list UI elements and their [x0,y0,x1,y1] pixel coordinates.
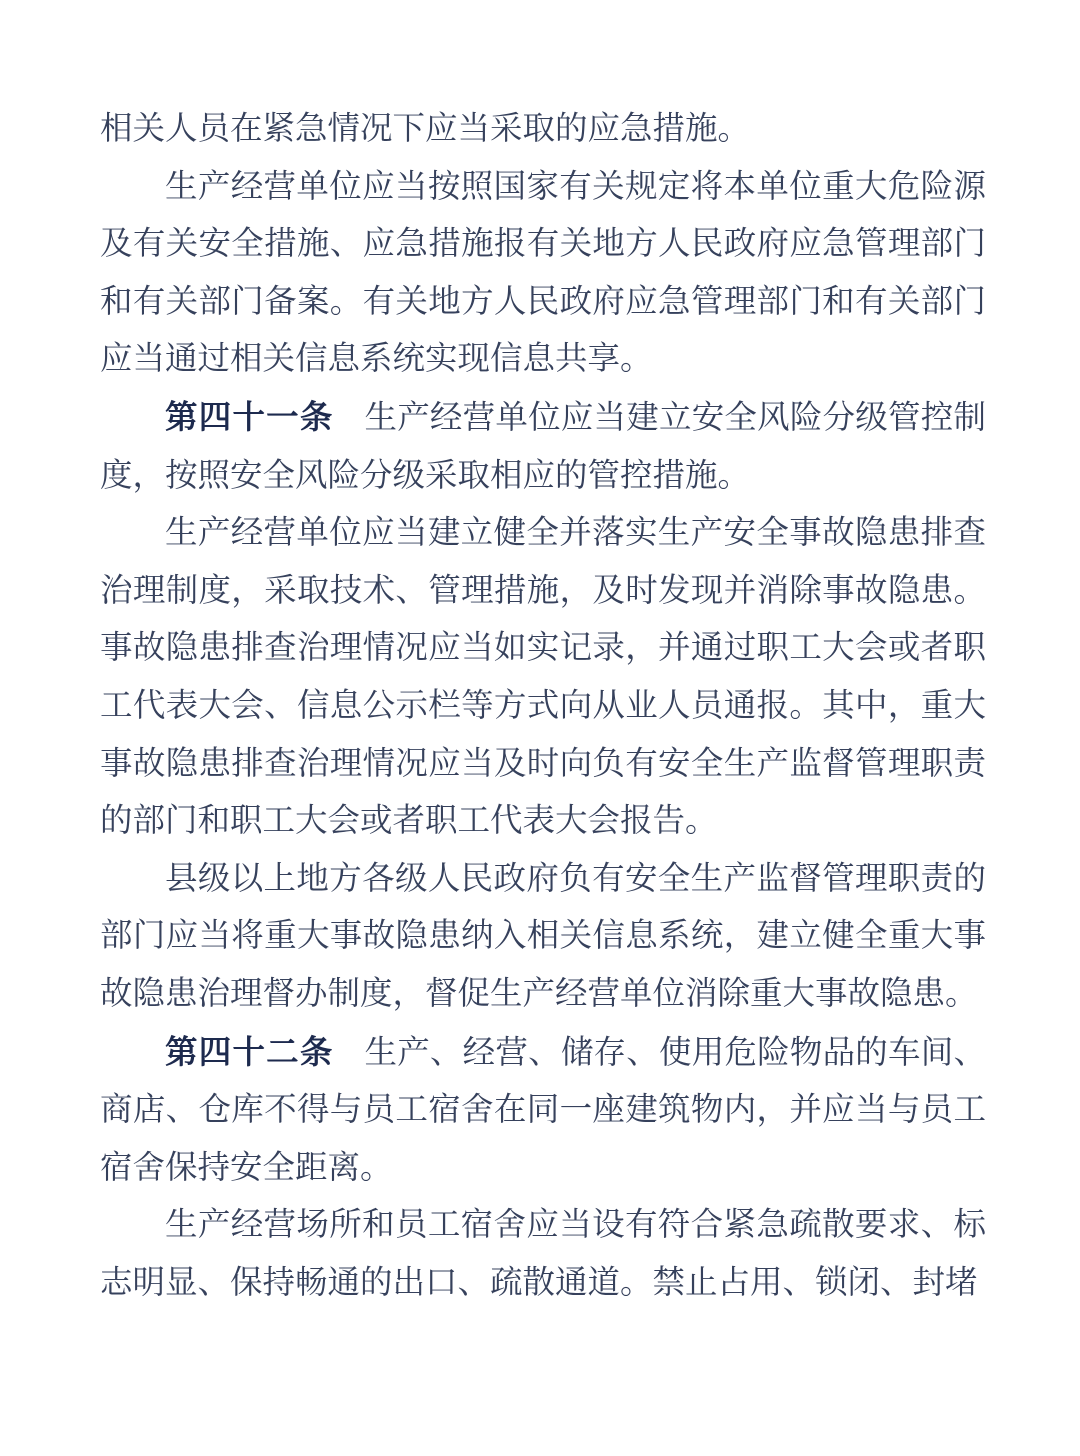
paragraph [100,389,986,505]
paragraph [100,1024,986,1198]
paragraph [100,505,986,851]
law-text-body [100,101,986,1312]
paragraph [100,159,986,389]
article-number-heading: 第四十一条 [165,398,334,435]
paragraph-text: 相关人员在紧急情况下应当采取的应急措施。 [100,111,751,147]
paragraph-text: 生产经营单位应当建立安全风险分级管控制度，按照安全风险分级采取相应的管控措施。 [100,399,986,494]
paragraph-text: 生产、经营、储存、使用危险物品的车间、商店、仓库不得与员工宿舍在同一座建筑物内，并应当与员工宿舍保持安全距离。 [100,1034,986,1186]
article-number-heading: 第四十二条 [165,1033,334,1070]
paragraph [100,851,986,1024]
paragraph-text: 县级以上地方各级人民政府负有安全生产监督管理职责的部门应当将重大事故隐患纳入相关信息系统，建立健全重大事故隐患治理督办制度，督促生产经营单位消除重大事故隐患。 [100,860,986,1012]
paragraph [100,1197,986,1312]
paragraph-text: 生产经营场所和员工宿舍应当设有符合紧急疏散要求、标志明显、保持畅通的出口、疏散通道。禁止占用、锁闭、封堵 [100,1207,986,1301]
document-page [100,101,986,1312]
paragraph-text: 生产经营单位应当按照国家有关规定将本单位重大危险源及有关安全措施、应急措施报有关地方人民政府应急管理部门和有关部门备案。有关地方人民政府应急管理部门和有关部门应当通过相关信息系统实现信息共享。 [100,168,986,378]
paragraph-text: 生产经营单位应当建立健全并落实生产安全事故隐患排查治理制度，采取技术、管理措施，及时发现并消除事故隐患。事故隐患排查治理情况应当如实记录，并通过职工大会或者职工代表大会、信息公示栏等方式向从业人员通报。其中，重大事故隐患排查治理情况应当及时向负有安全生产监督管理职责的部门和职工大会或者职工代表大会报告。 [100,515,986,840]
paragraph [100,101,986,159]
